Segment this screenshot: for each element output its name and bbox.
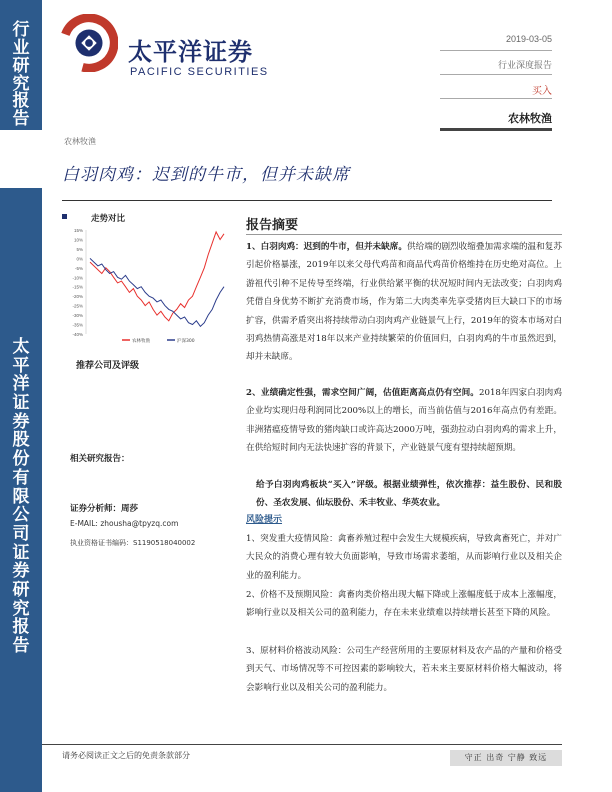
p1-bold: 1、白羽肉鸡：迟到的牛市，但并未缺席。	[246, 242, 407, 252]
footer-rule	[42, 744, 562, 745]
page-title: 白羽肉鸡：迟到的牛市，但并未缺席	[62, 165, 350, 185]
analyst-cert: 执业资格证书编码：S1190518040002	[70, 539, 196, 547]
p3-bold: 给予白羽肉鸡板块“买入”评级。根据业绩弹性，依次推荐：益生股份、民和股份、圣农发展、仙坛股份、禾丰牧业、华英农业。	[256, 480, 562, 509]
y-tick-label: -30%	[72, 313, 83, 319]
trend-label: 走势对比	[91, 214, 126, 224]
summary-rule	[246, 234, 562, 235]
sidebar-bottom-text: 太平洋证券股份有限公司证券研究报告	[12, 337, 30, 656]
report-type: 行业深度报告	[497, 61, 552, 71]
title-rule	[62, 200, 552, 201]
industry-label: 农林牧渔	[508, 112, 552, 125]
y-tick-label: -35%	[72, 322, 83, 328]
y-tick-label: 10%	[73, 237, 83, 243]
risk-heading: 风险提示	[246, 515, 283, 525]
header-divider	[440, 50, 552, 51]
y-tick-label: 0%	[76, 256, 83, 262]
recommend-label: 推荐公司及评级	[76, 361, 140, 371]
y-tick-label: -20%	[72, 294, 83, 300]
summary-heading: 报告摘要	[246, 218, 299, 233]
risk-item-1: 1、突发重大疫情风险：禽畜养殖过程中会发生大规模疾病，导致禽畜死亡，并对广大民众的消费心理有较大负面影响，导致市场需求萎缩，从而影响行业以及相关企业的盈利能力。	[246, 534, 562, 581]
p1-text: 供给端的剧烈收缩叠加需求端的温和复苏引起价格暴涨，2019年以来父母代鸡苗和商品代鸡苗价格维持在历史绝对高位。上游祖代引种不足传导至终端，行业供给紧平衡的状况短时间内无法改变；白羽肉鸡凭借自身优势不断扩充消费市场，作为第二大肉类率先享受猪肉巨大缺口下的市场扩容，供需矛盾突出将持续带动白羽肉鸡产业链景气上行，2019年的资本市场对白羽鸡热情高涨是对18年以来产业持续繁荣的价值回归，白羽肉鸡的牛市虽然迟到，却并未缺席。	[246, 242, 562, 363]
analyst-email: E-MAIL: zhousha@tpyzq.com	[70, 519, 179, 528]
risk-item-2: 2、价格不及预期风险：禽畜肉类价格出现大幅下降或上涨幅度低于成本上涨幅度，影响行业以及相关公司的盈利能力，存在未来业绩难以持续增长甚至下降的风险。	[246, 590, 562, 619]
bullet-icon	[62, 214, 67, 219]
p2-text: 2018年四家白羽肉鸡企业均实现归母利润同比200%以上的增长，而当前估值与2016年高点仍有差距。非洲猪瘟疫情导致的猪肉缺口或许高达2000万吨，强劲拉动白羽肉鸡的需求上升，在供给短时间内无法快速扩容的背景下，产业链景气度有望持续超预期。	[246, 388, 562, 454]
header-divider	[440, 74, 552, 75]
y-tick-label: -5%	[74, 265, 83, 271]
summary-paragraph-1	[246, 238, 562, 367]
summary-paragraph-2	[246, 384, 562, 458]
logo-english-name: PACIFIC SECURITIES	[130, 66, 269, 78]
summary-paragraph-3	[256, 476, 562, 513]
pacific-securities-logo-icon	[60, 14, 118, 72]
y-tick-label: -40%	[72, 332, 83, 337]
header-divider	[440, 98, 552, 99]
breadcrumb: 农林牧渔	[64, 137, 96, 146]
sidebar-bottom-band	[0, 188, 42, 792]
related-reports-label: 相关研究报告：	[70, 454, 130, 464]
logo-chinese-name: 太平洋证券	[128, 38, 253, 66]
series-line-1	[90, 232, 224, 321]
sidebar-top-text: 行业研究报告	[12, 20, 30, 130]
y-tick-label: -25%	[72, 303, 83, 309]
footer-motto: 守正 出奇 宁静 致远	[450, 750, 562, 766]
y-tick-label: -10%	[72, 275, 83, 281]
risk-item-3: 3、原材料价格波动风险：公司生产经营所用的主要原材料及农产品的产量和价格受到天气、市场情况等不可控因素的影响较大，若未来主要原材料价格大幅波动，将会影响行业以及相关公司的盈利能力。	[246, 646, 562, 693]
sidebar-top-band	[0, 0, 42, 130]
trend-chart	[62, 222, 232, 347]
p2-bold: 2、业绩确定性强，需求空间广阔，估值距离高点仍有空间。	[246, 388, 480, 398]
header-thick-rule	[440, 128, 552, 131]
report-date: 2019-03-05	[505, 34, 552, 44]
analyst-name: 证券分析师：周莎	[70, 504, 139, 514]
y-tick-label: -15%	[72, 284, 83, 290]
footer-disclaimer: 请务必阅读正文之后的免责条款部分	[62, 751, 190, 760]
rating-badge: 买入	[532, 86, 552, 97]
y-tick-label: 15%	[73, 228, 83, 233]
legend-label: 沪深300	[177, 339, 195, 344]
y-tick-label: 5%	[76, 246, 83, 252]
legend-label: 农林牧渔	[132, 339, 150, 344]
